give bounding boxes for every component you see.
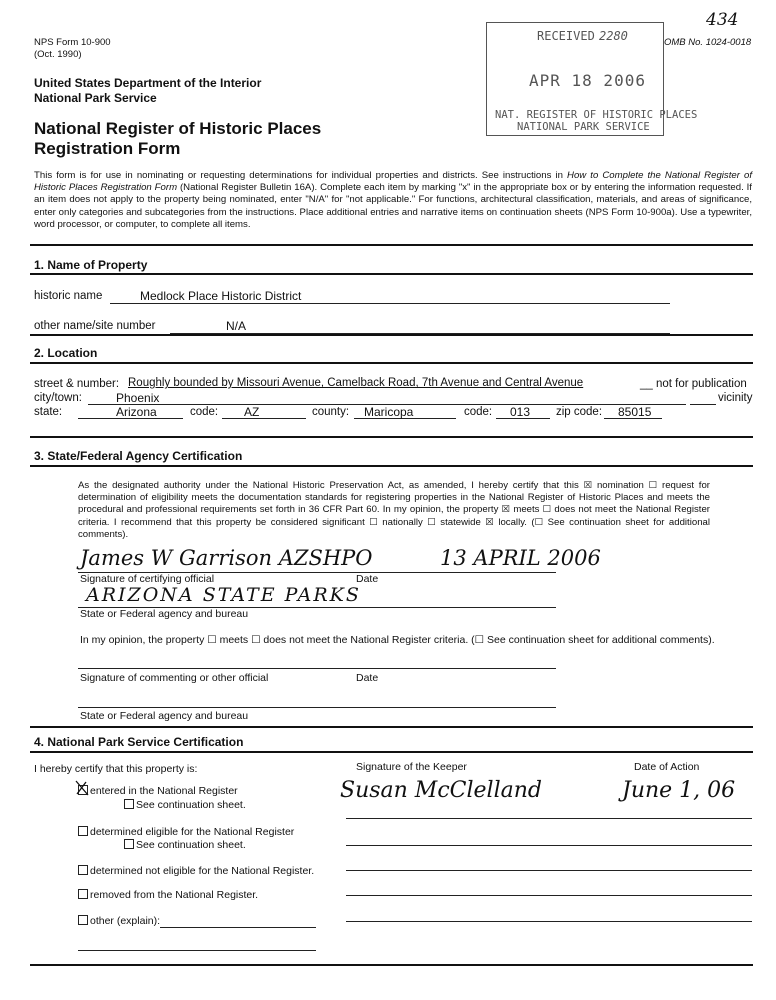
- keeper-line: [346, 895, 752, 896]
- option-eligible: [78, 826, 294, 838]
- instructions-paragraph: [34, 170, 752, 231]
- other-name-field: N/A: [170, 319, 670, 334]
- zip-field: 85015: [604, 405, 662, 419]
- state-code-label: code:: [190, 406, 219, 418]
- checkbox[interactable]: [78, 826, 88, 836]
- checkbox[interactable]: [78, 915, 88, 925]
- form-date: (Oct. 1990): [34, 49, 82, 60]
- opinion-text: In my opinion, the property ☐ meets ☐ does not meet the National Register criteria. (☐ See continuation sheet for additional comments).: [80, 634, 715, 646]
- certifying-date-label: Date: [356, 573, 379, 585]
- action-date-label: Date of Action: [634, 761, 700, 773]
- keeper-line: [346, 845, 752, 846]
- divider: [30, 362, 753, 364]
- option-entered: [78, 785, 238, 797]
- section4-heading: 4. National Park Service Certification: [34, 735, 244, 749]
- county-label: county:: [312, 406, 350, 418]
- keeper-label: Signature of the Keeper: [356, 761, 467, 773]
- agency-handwritten: ARIZONA STATE PARKS: [86, 584, 361, 606]
- form-number: NPS Form 10-900: [34, 37, 111, 48]
- state-code-field: AZ: [222, 405, 306, 419]
- page-subtitle: Registration Form: [34, 139, 181, 158]
- divider: [30, 964, 753, 966]
- stamp-line2: NATIONAL PARK SERVICE: [517, 121, 650, 133]
- option-not-eligible-label: determined not eligible for the National Register.: [90, 865, 315, 877]
- county-code-field: 013: [496, 405, 550, 419]
- divider: [30, 273, 753, 275]
- divider: [30, 244, 753, 246]
- option-other: [78, 915, 160, 927]
- comment-signature-label: Signature of commenting or other official: [80, 672, 269, 684]
- section3-heading: 3. State/Federal Agency Certification: [34, 449, 243, 463]
- checkbox[interactable]: [124, 839, 134, 849]
- certifying-signature: James W Garrison AZSHPO: [80, 546, 373, 570]
- divider: [30, 436, 753, 438]
- divider: [30, 334, 753, 336]
- comment-agency-line: [78, 707, 556, 708]
- divider: [30, 726, 753, 728]
- instructions-text-2: (National Register Bulletin 16A). Complete each item by marking "x" in the appropriate box or by entering the information requested. If an item does not apply to the property being nominated, enter "N/A" for "not applicable." For functions, architectural classification, materials, and areas of significance, enter only categories and subcategories from the instructions. Place additional entries and narrative items on continuation sheets (NPS Form 10-900a). Use a typewriter, word processor, or computer, to complete all items.: [34, 182, 752, 230]
- continuation-label: See continuation sheet.: [136, 839, 246, 851]
- instructions-italic: How to Complete the National Register of Historic Places Registration Form: [34, 170, 752, 194]
- handwritten-number: 434: [706, 10, 739, 30]
- option-entered-label: entered in the National Register: [90, 785, 238, 797]
- certifying-date: 13 APRIL 2006: [440, 546, 601, 570]
- section1-heading: 1. Name of Property: [34, 258, 148, 272]
- historic-name-label: historic name: [34, 290, 103, 302]
- city-field: Phoenix: [88, 391, 686, 405]
- option-other-label: other (explain):: [90, 915, 161, 927]
- other-explain-line-2: [78, 950, 316, 951]
- keeper-signature: Susan McClelland: [340, 778, 542, 803]
- keeper-line: [346, 818, 752, 819]
- option-eligible-label: determined eligible for the National Register: [90, 826, 295, 838]
- keeper-line: [346, 921, 752, 922]
- received-stamp: [486, 22, 698, 136]
- option-eligible-continuation: [124, 839, 246, 851]
- stamp-date: APR 18 2006: [529, 71, 646, 90]
- comment-signature-line: [78, 668, 556, 669]
- certifying-signature-label: Signature of certifying official: [80, 573, 215, 585]
- stamp-received-num: 2280: [599, 29, 628, 43]
- county-field: Maricopa: [354, 405, 456, 419]
- street-label: street & number:: [34, 378, 120, 390]
- section2-heading: 2. Location: [34, 346, 98, 360]
- comment-date-label: Date: [356, 672, 379, 684]
- divider: [30, 751, 753, 753]
- agency-label: State or Federal agency and bureau: [80, 608, 249, 620]
- divider: [30, 465, 753, 467]
- zip-label: zip code:: [556, 406, 603, 418]
- not-for-publication: __ not for publication: [640, 378, 747, 390]
- option-removed: [78, 889, 258, 901]
- other-explain-line: [160, 927, 316, 928]
- checkbox[interactable]: [124, 799, 134, 809]
- check-mark-icon: [74, 779, 90, 797]
- action-date-handwritten: June 1, 06: [622, 778, 736, 803]
- vicinity-label: vicinity: [718, 392, 753, 404]
- continuation-label: See continuation sheet.: [136, 799, 246, 811]
- other-name-label: other name/site number: [34, 320, 156, 332]
- city-label: city/town:: [34, 392, 82, 404]
- certify-label: I hereby certify that this property is:: [34, 763, 198, 775]
- option-removed-label: removed from the National Register.: [90, 889, 259, 901]
- checkbox-entered-checked[interactable]: [78, 785, 88, 795]
- stamp-line1: NAT. REGISTER OF HISTORIC PLACES: [495, 109, 698, 121]
- county-code-label: code:: [464, 406, 493, 418]
- street-value: Roughly bounded by Missouri Avenue, Camelback Road, 7th Avenue and Central Avenue: [128, 377, 584, 389]
- vicinity-blank: [690, 404, 716, 405]
- service-name: National Park Service: [34, 91, 157, 105]
- historic-name-field: Medlock Place Historic District: [110, 289, 670, 304]
- certification-text: As the designated authority under the National Historic Preservation Act, as amended, I hereby certify that this ☒ nomination ☐ request for determination of eligibility meets the documentation standards for registering properties in the National Register of Historic Places and meets the procedural and professional requirements set forth in 36 CFR Part 60. In my opinion, the property ☒ meets ☐ does not meet the National Register criteria. I recommend that this property be considered significant ☐ nationally ☐ statewide ☒ locally. (☐ See continuation sheet for additional comments).: [78, 480, 710, 540]
- instructions-text-1: This form is for use in nominating or requesting determinations for individual properties and districts. See instructions in: [34, 170, 568, 181]
- checkbox[interactable]: [78, 889, 88, 899]
- option-not-eligible: [78, 865, 314, 877]
- department-name: United States Department of the Interior: [34, 76, 262, 90]
- stamp-received: RECEIVED: [537, 29, 595, 43]
- comment-agency-label: State or Federal agency and bureau: [80, 710, 249, 722]
- option-entered-continuation: [124, 799, 246, 811]
- keeper-line: [346, 870, 752, 871]
- checkbox[interactable]: [78, 865, 88, 875]
- state-field: Arizona: [78, 405, 183, 419]
- state-label: state:: [34, 406, 63, 418]
- omb-number: OMB No. 1024-0018: [664, 37, 752, 48]
- page-title: National Register of Historic Places: [34, 119, 322, 138]
